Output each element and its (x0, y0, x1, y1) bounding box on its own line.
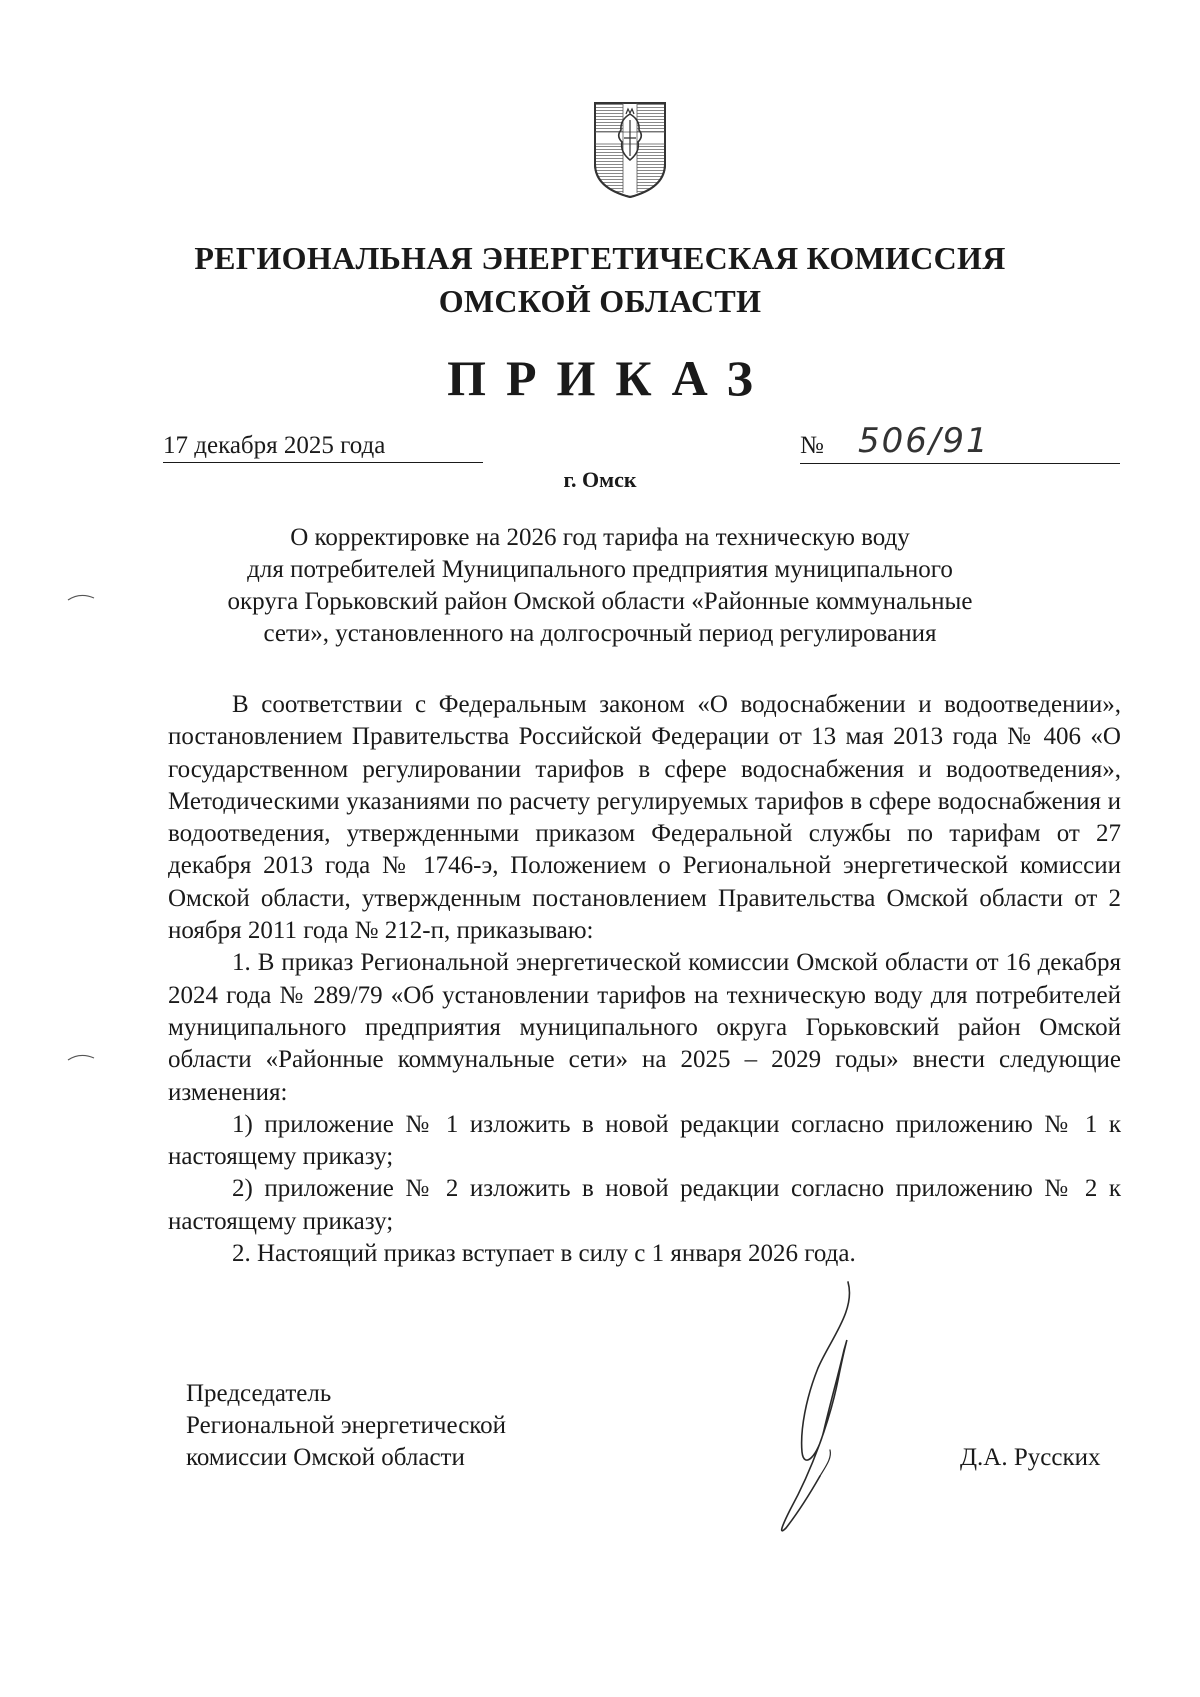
signer-title-line-2: Региональной энергетической (186, 1412, 507, 1439)
document-date: 17 декабря 2025 года (163, 430, 483, 463)
subject-line-1: О корректировке на 2026 год тарифа на техническую воду (290, 524, 910, 551)
handwritten-number: 506/91 (858, 421, 990, 461)
document-number (800, 423, 1120, 464)
scan-mark (66, 1050, 96, 1062)
handwritten-signature (760, 1280, 880, 1540)
scan-mark (66, 590, 96, 602)
body-item-1-1: 1) приложение № 1 изложить в новой редакции согласно приложению № 1 к настоящему приказу; (168, 1110, 1121, 1171)
subject-line-2: для потребителей Муниципального предприятия муниципального (247, 556, 953, 583)
number-sign: № (800, 432, 824, 459)
organization-name-line-1: РЕГИОНАЛЬНАЯ ЭНЕРГЕТИЧЕСКАЯ КОМИССИЯ (194, 240, 1006, 276)
organization-name (0, 237, 1200, 323)
coat-of-arms-icon (592, 100, 668, 200)
subject-line-4: сети», установленного на долгосрочный период регулирования (263, 620, 937, 647)
organization-name-line-2: ОМСКОЙ ОБЛАСТИ (438, 283, 762, 319)
document-body (168, 689, 1121, 1270)
signer-title-line-1: Председатель (186, 1380, 332, 1407)
document-type: ПРИКАЗ (447, 350, 773, 406)
body-item-1: 1. В приказ Региональной энергетической комиссии Омской области от 16 декабря 2024 года № 289/79 «Об установлении тарифов на техническую воду для потребителей муниципального предприятия муниципального округа Горьковский район Омской области «Районные коммунальные сети» на 2025 – 2029 годы» внести следующие изменения: (168, 949, 1121, 1106)
body-preamble: В соответствии с Федеральным законом «О водоснабжении и водоотведении», постановлением Правительства Российской Федерации от 13 мая 2013 года № 406 «О государственном регулировании тарифов в сфере водоснабжения и водоотведения», Методическими указаниями по расчету регулируемых тарифов в сфере водоснабжения и водоотведения, утвержденными приказом Федеральной службы по тарифам от 27 декабря 2013 года № 1746-э, Положением о Региональной энергетической комиссии Омской области, утвержденным постановлением Правительства Омской области от 2 ноября 2011 года № 212-п, приказываю: (168, 691, 1121, 945)
signer-name: Д.А. Русских (960, 1444, 1101, 1471)
body-item-2: 2. Настоящий приказ вступает в силу с 1 января 2026 года. (232, 1240, 856, 1268)
signer-title (186, 1378, 606, 1474)
signer-title-line-3: комиссии Омской области (186, 1444, 465, 1471)
subject-line-3: округа Горьковский район Омской области «Районные коммунальные (227, 588, 973, 615)
body-item-1-2: 2) приложение № 2 изложить в новой редакции согласно приложению № 2 к настоящему приказу; (168, 1175, 1121, 1235)
document-city: г. Омск (563, 467, 637, 492)
document-subject (160, 522, 1040, 650)
